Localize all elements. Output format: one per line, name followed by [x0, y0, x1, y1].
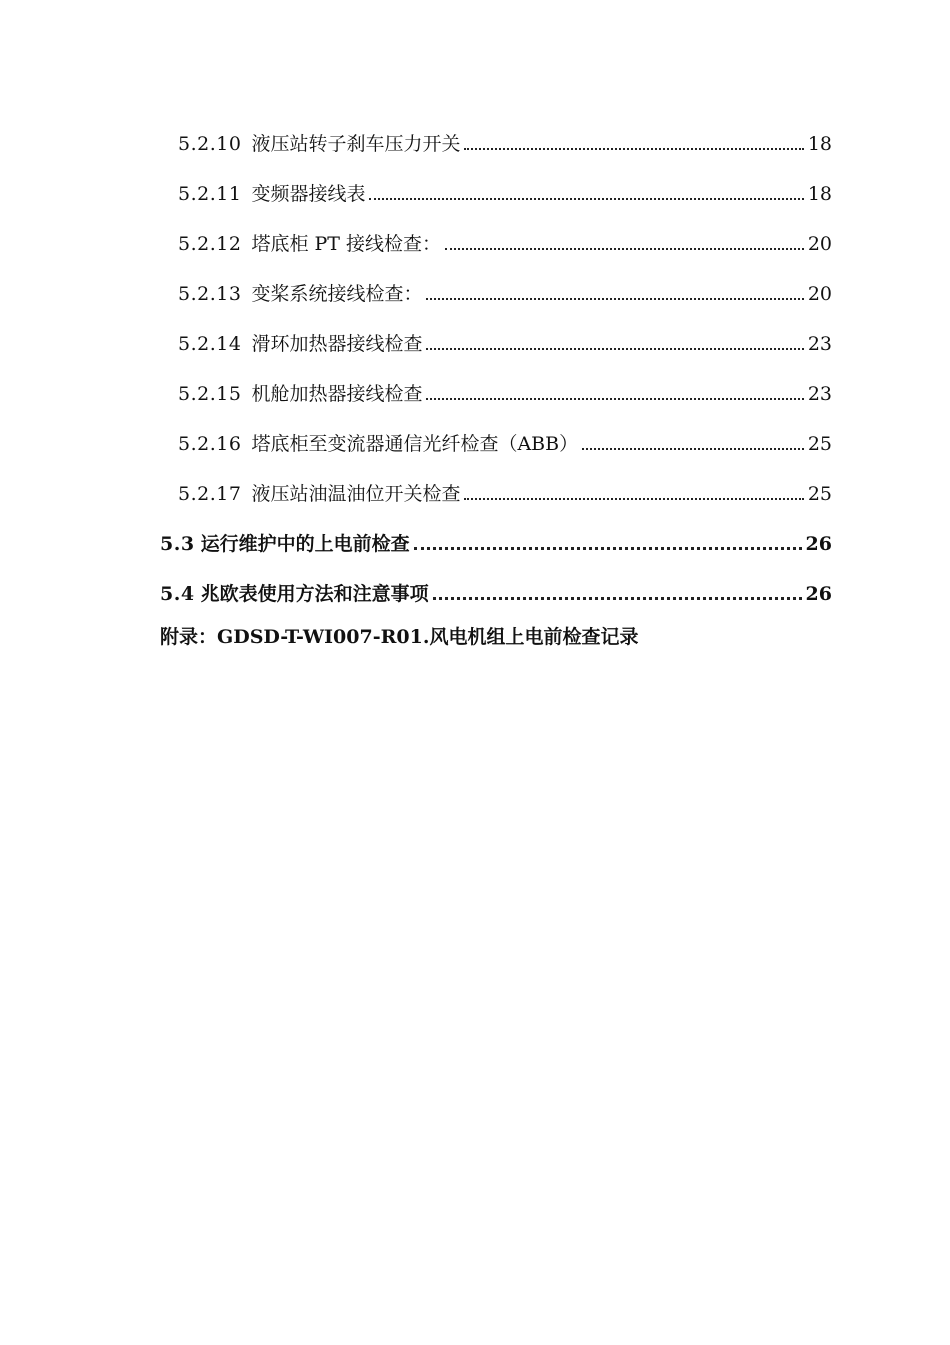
toc-entry-5-2-13[interactable]	[178, 276, 832, 306]
toc-entry-page: 23	[807, 383, 832, 405]
dot-leader	[426, 348, 803, 350]
toc-appendix-entry[interactable]: 附录：GDSD-T-WI007-R01.风电机组上电前检查记录	[160, 626, 639, 648]
toc-entry-title: 塔底柜 PT 接线检查：	[251, 233, 441, 255]
toc-section-5-4[interactable]	[160, 576, 832, 606]
toc-entry-title: 液压站油温油位开关检查	[251, 483, 461, 505]
toc-entry-page: 18	[807, 133, 832, 155]
toc-entry-number: 5.2.16	[178, 433, 242, 455]
toc-entry-5-2-12[interactable]	[178, 226, 832, 256]
toc-entry-title: 变桨系统接线检查：	[251, 283, 423, 305]
toc-entry-number: 5.2.17	[178, 483, 242, 505]
toc-section-title: 运行维护中的上电前检查	[200, 533, 410, 555]
toc-entry-title: 机舱加热器接线检查	[251, 383, 423, 405]
dot-leader	[433, 597, 802, 600]
toc-entry-title: 塔底柜至变流器通信光纤检查（ABB）	[251, 433, 579, 455]
dot-leader	[426, 298, 803, 300]
toc-entry-page: 20	[807, 233, 832, 255]
toc-entry-page: 23	[807, 333, 832, 355]
toc-entry-page: 20	[807, 283, 832, 305]
toc-entry-5-2-15[interactable]	[178, 376, 832, 406]
dot-leader	[426, 398, 803, 400]
toc-entry-5-2-10[interactable]	[178, 126, 832, 156]
toc-entry-title: 液压站转子刹车压力开关	[251, 133, 461, 155]
toc-entry-page: 25	[807, 483, 832, 505]
dot-leader	[414, 547, 802, 550]
toc-entry-number: 5.2.11	[178, 183, 242, 205]
toc-entry-title: 滑环加热器接线检查	[251, 333, 423, 355]
toc-entry-number: 5.2.13	[178, 283, 242, 305]
dot-leader	[445, 248, 804, 250]
dot-leader	[582, 448, 804, 450]
toc-entry-5-2-11[interactable]	[178, 176, 832, 206]
toc-entry-number: 5.2.12	[178, 233, 242, 255]
dot-leader	[464, 148, 803, 150]
toc-entry-number: 5.2.10	[178, 133, 242, 155]
toc-entry-5-2-14[interactable]	[178, 326, 832, 356]
toc-entry-number: 5.2.15	[178, 383, 242, 405]
toc-entry-5-2-16[interactable]	[178, 426, 832, 456]
toc-entry-number: 5.2.14	[178, 333, 242, 355]
toc-section-page: 26	[805, 533, 832, 555]
toc-entry-page: 25	[807, 433, 832, 455]
toc-entry-5-2-17[interactable]	[178, 476, 832, 506]
dot-leader	[464, 498, 803, 500]
toc-entry-page: 18	[807, 183, 832, 205]
toc-section-5-3[interactable]	[160, 526, 832, 556]
toc-section-number: 5.4	[160, 583, 195, 605]
toc-section-title: 兆欧表使用方法和注意事项	[200, 583, 429, 605]
toc-section-page: 26	[805, 583, 832, 605]
dot-leader	[369, 198, 803, 200]
toc-entry-title: 变频器接线表	[251, 183, 366, 205]
toc-section-number: 5.3	[160, 533, 195, 555]
